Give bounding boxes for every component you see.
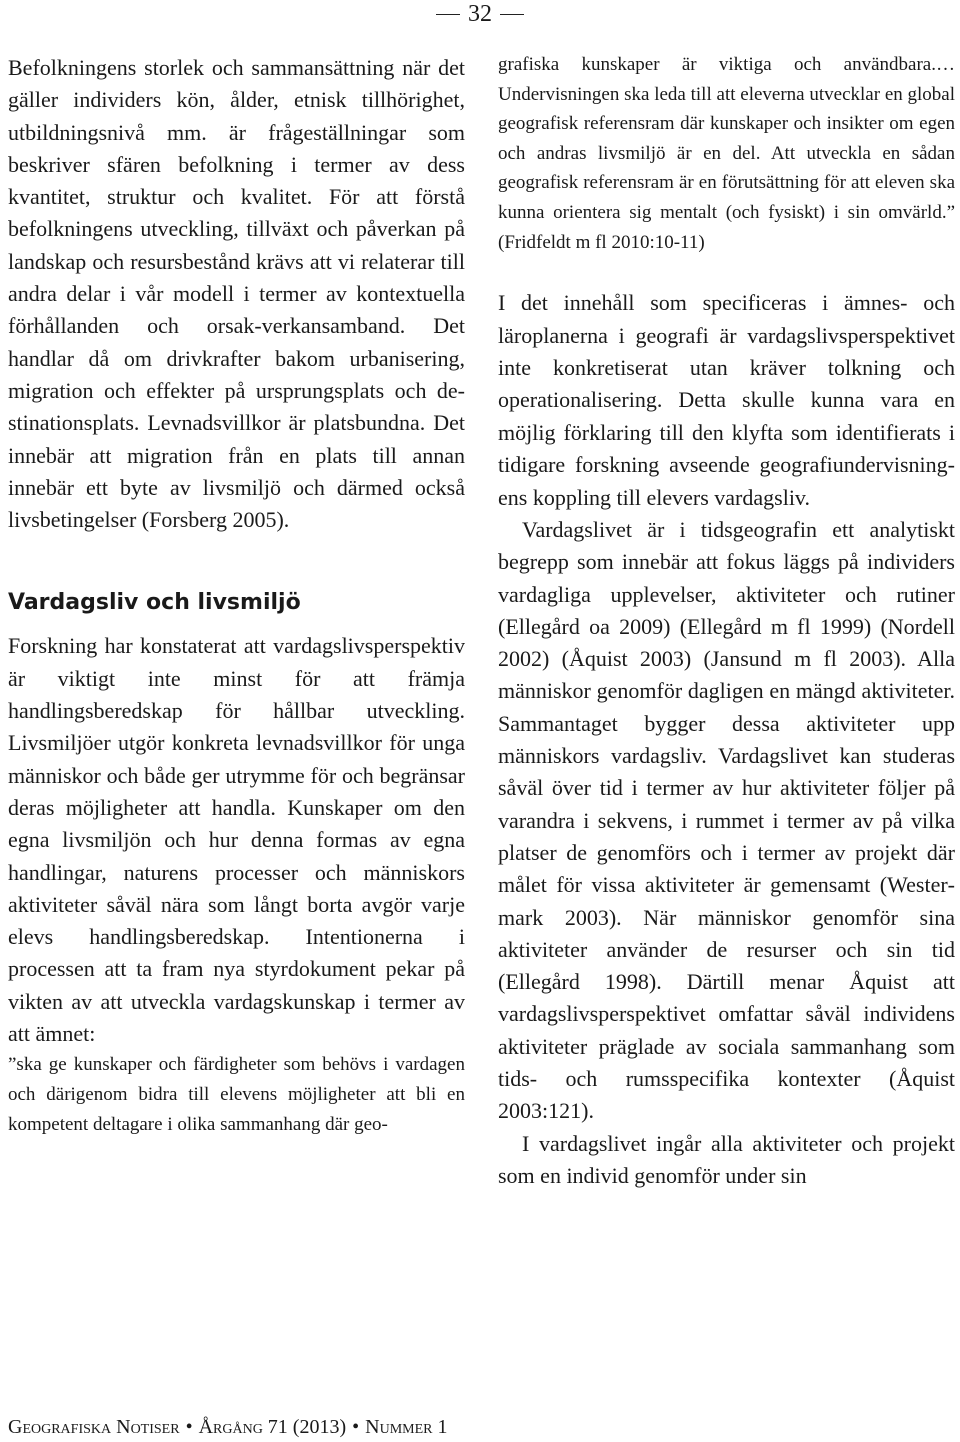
right-column	[498, 50, 955, 1192]
body-paragraph-everyday-life: Forskning har konstaterat att vardagslivsperspektiv är viktigt inte minst för att främja handlingsberedskap för hållbar utveckling. Livsmiljöer utgör konkreta levnadsvillkor för unga människor och både ger utrymme för och begränsar deras möjligheter att handla. Kunskaper om den egna livsmiljön och hur denna formas av egna handlingar, naturens processer och människors aktiviteter såväl nära som långt borta avgör varje elevs handlingsberedskap. Intentionerna i processen att ta fram nya styrdokument pekar på vikten av att utveckla vardagskunskap i termer av att ämnet:	[8, 633, 465, 1047]
body-paragraph-population: Befolkningens storlek och sammansättning när det gäller individers kön, ålder, etnisk tillhörighet, utbildningsnivå mm. är frågeställningar som beskriver sfären befolkning i termer av dess kvantitet, struktur och kvalitet. För att förstå befolkningens utveckling, tillväxt och påverkan på landskap och resursbestånd krävs att vi relaterar till andra delar i vår modell i termer av kontextuella förhållanden och orsak-verkansamband. Det handlar då om drivkrafter bakom urbanisering, migration och effekter på ursprungsplats och destinationsplats. Levnadsvillkor är platsbundna. Det innebär att migration från en plats till annan innebär ett byte av livsmiljö och därmed också livsbetingelser (Forsberg 2005).	[8, 55, 465, 533]
body-paragraph-time-geography: Vardagslivet är i tidsgeografin ett analytiskt begrepp som innebär att fokus läggs på individers vardagliga upplevelser, aktiviteter och rutiner (Ellegård oa 2009) (Ellegård m fl 1999) (Nordell 2002) (Åquist 2003) (Jansund m fl 2003). Alla människor genomför dagligen en mängd aktiviteter. Sammantaget bygger dessa aktiviteter upp människors vardagsliv. Vardagslivet kan studeras såväl över tid i termer av hur aktiviteter följer på varandra i sekvens, i rummet i termer av på vilka platser de genomförs och i termer av projekt där målet för vissa aktiviteter är gemensamt (Westermark 2003). När människor genomför sina aktiviteter använder de resurser och sin tid (Ellegård 1998). Därtill menar Åquist att vardagslivsperspektivet omfattar såväl individens aktiviteter präglade av sociala sammanhang som tids- och rumsspecifika kontexter (Åquist 2003:121).	[498, 517, 955, 1124]
footer-bullet-icon: •	[352, 1416, 360, 1438]
page-number	[428, 0, 532, 28]
page-number-text: 32	[468, 0, 492, 27]
page-number-rule-left	[436, 14, 460, 15]
block-quote-continued: grafiska kunskaper är viktiga och användbara.… Undervisningen ska leda till att eleverna utvecklar en global geografisk referensram där kunskaper och insikter om egen och andras livsmiljö är en del. Att utveckla en sådan geografisk referensram är en förutsättning för att eleven ska kunna orientera sig mentalt (och fysiskt) i sin omvärld.” (Fridfeldt m fl 2010:10-11)	[498, 54, 955, 253]
journal-footer	[8, 1414, 447, 1440]
left-column	[8, 52, 465, 1139]
footer-bullet-icon: •	[185, 1416, 193, 1438]
footer-journal-name: Geografiska Notiser	[8, 1416, 180, 1438]
footer-issue: Nummer 1	[365, 1416, 448, 1438]
page-number-rule-right	[500, 14, 524, 15]
block-quote-start: ”ska ge kunskaper och färdigheter som behövs i vardagen och därigenom bidra till elevens möjligheter att bli en kompetent deltagare i olika sammanhang där geo-	[8, 1054, 465, 1135]
footer-volume: Årgång 71 (2013)	[198, 1416, 347, 1438]
section-heading: Vardagsliv och livsmiljö	[8, 590, 301, 616]
body-paragraph-curriculum: I det innehåll som specificeras i ämnes- och läroplanerna i geografi är vardagslivsperspektivet inte konkretiserat utan kräver tolkning och operationalisering. Detta skulle kunna vara en möjlig förklaring till den klyfta som identifierats i tidigare forskning avseende geografiundervisningens koppling till elevers vardagsliv.	[498, 290, 955, 510]
body-paragraph-activities: I vardagslivet ingår alla aktiviteter och projekt som en individ genomför under sin	[498, 1130, 955, 1188]
